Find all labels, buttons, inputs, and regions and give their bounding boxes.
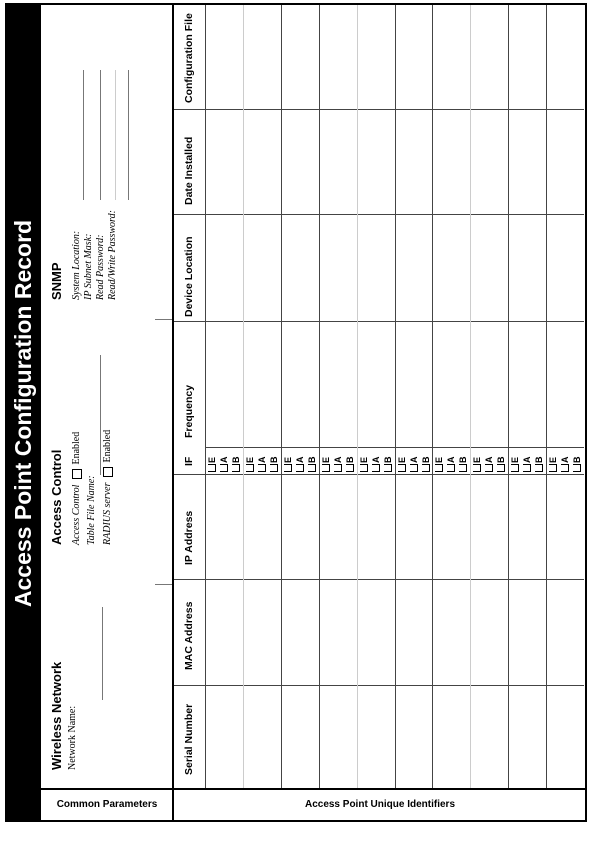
if-option-label: E — [472, 456, 483, 463]
network-name-label: Network Name: — [67, 705, 78, 770]
radius-server-label: RADIUS server — [102, 482, 113, 545]
if-options — [358, 446, 394, 472]
wireless-network-title: Wireless Network — [49, 661, 64, 770]
if-option-a[interactable] — [332, 446, 344, 472]
if-option-a[interactable] — [294, 446, 306, 472]
table-row[interactable] — [243, 5, 281, 788]
checkbox-icon[interactable] — [473, 464, 481, 472]
if-option-e[interactable] — [244, 446, 256, 472]
snmp-title: SNMP — [49, 262, 64, 300]
if-options — [320, 446, 356, 472]
checkbox-icon[interactable] — [308, 464, 316, 472]
if-options — [244, 446, 280, 472]
if-option-a[interactable] — [521, 446, 533, 472]
if-options — [509, 446, 545, 472]
system-location-label: System Location: — [71, 230, 82, 300]
access-control-enabled-label: Enabled — [71, 431, 82, 465]
if-option-label: E — [434, 456, 445, 463]
if-option-label: E — [510, 456, 521, 463]
header-device-location: Device Location — [183, 236, 195, 317]
if-option-e[interactable] — [206, 446, 218, 472]
if-option-label: E — [396, 456, 407, 463]
read-password-label: Read Password: — [95, 234, 106, 300]
if-option-b[interactable] — [571, 446, 583, 472]
checkbox-icon[interactable] — [246, 464, 254, 472]
if-option-label: B — [382, 456, 393, 463]
access-control-row — [71, 432, 82, 545]
if-option-e[interactable] — [320, 446, 332, 472]
if-option-e[interactable] — [433, 446, 445, 472]
header-mac-address: MAC Address — [183, 601, 195, 670]
if-option-b[interactable] — [457, 446, 469, 472]
if-option-label: A — [560, 456, 571, 463]
if-option-label: B — [496, 456, 507, 463]
if-option-label: E — [320, 456, 331, 463]
header-date-installed: Date Installed — [183, 136, 195, 205]
checkbox-icon[interactable] — [258, 464, 266, 472]
checkbox-icon[interactable] — [549, 464, 557, 472]
table-row[interactable] — [205, 5, 243, 788]
if-option-label: B — [572, 456, 583, 463]
header-frequency: Frequency — [183, 384, 195, 438]
if-option-a[interactable] — [559, 446, 571, 472]
checkbox-icon[interactable] — [410, 464, 418, 472]
header-serial-number: Serial Number — [183, 703, 195, 775]
checkbox-icon[interactable] — [296, 464, 304, 472]
if-option-a[interactable] — [483, 446, 495, 472]
if-option-label: B — [344, 456, 355, 463]
if-options — [471, 446, 507, 472]
if-option-b[interactable] — [268, 446, 280, 472]
checkbox-icon[interactable] — [511, 464, 519, 472]
checkbox-icon[interactable] — [459, 464, 467, 472]
if-option-a[interactable] — [408, 446, 420, 472]
read-write-password-label: Read/Write Password: — [107, 210, 118, 300]
if-option-label: E — [282, 456, 293, 463]
if-option-label: A — [219, 456, 229, 463]
radius-enabled-label: Enabled — [102, 429, 113, 463]
if-option-label: A — [484, 456, 495, 463]
header-if: IF — [183, 456, 195, 466]
ip-subnet-mask-field[interactable] — [100, 70, 101, 200]
checkbox-icon[interactable] — [208, 464, 216, 472]
divider — [155, 319, 172, 320]
radius-enabled-checkbox[interactable] — [103, 467, 113, 477]
checkbox-icon[interactable] — [220, 464, 228, 472]
if-option-e[interactable] — [509, 446, 521, 472]
ip-subnet-mask-label: IP Subnet Mask: — [83, 233, 94, 300]
if-option-label: A — [370, 456, 381, 463]
if-option-label: B — [306, 456, 317, 463]
access-control-enabled-checkbox[interactable] — [72, 469, 82, 479]
unique-identifiers-label: Access Point Unique Identifiers — [304, 799, 456, 810]
checkbox-icon[interactable] — [435, 464, 443, 472]
table-row[interactable] — [508, 5, 546, 788]
if-option-label: B — [231, 456, 241, 463]
checkbox-icon[interactable] — [284, 464, 292, 472]
if-option-b[interactable] — [230, 446, 242, 472]
table-file-name-field[interactable] — [100, 355, 101, 475]
checkbox-icon[interactable] — [270, 464, 278, 472]
checkbox-icon[interactable] — [360, 464, 368, 472]
if-option-e[interactable] — [547, 446, 559, 472]
if-option-label: A — [332, 456, 343, 463]
if-options — [547, 446, 583, 472]
if-option-label: E — [548, 456, 559, 463]
section-divider — [172, 5, 174, 822]
checkbox-icon[interactable] — [561, 464, 569, 472]
access-control-label: Access Control — [71, 484, 82, 545]
if-option-a[interactable] — [370, 446, 382, 472]
if-option-e[interactable] — [471, 446, 483, 472]
common-parameters-label: Common Parameters — [56, 799, 158, 810]
checkbox-icon[interactable] — [485, 464, 493, 472]
if-option-e[interactable] — [282, 446, 294, 472]
table-row[interactable] — [395, 5, 433, 788]
if-option-e[interactable] — [396, 446, 408, 472]
if-option-label: A — [294, 456, 305, 463]
if-option-b[interactable] — [420, 446, 432, 472]
table-row[interactable] — [319, 5, 357, 788]
label-column-divider — [5, 788, 585, 790]
if-option-label: A — [408, 456, 419, 463]
if-option-b[interactable] — [495, 446, 507, 472]
read-password-field[interactable] — [115, 70, 116, 200]
radius-row — [102, 430, 113, 545]
if-option-a[interactable] — [256, 446, 268, 472]
if-option-b[interactable] — [533, 446, 545, 472]
checkbox-icon[interactable] — [497, 464, 505, 472]
if-option-label: B — [268, 456, 279, 463]
network-name-field[interactable] — [102, 607, 103, 700]
if-option-label: A — [522, 456, 533, 463]
if-options — [282, 446, 318, 472]
if-option-a[interactable] — [445, 446, 457, 472]
if-option-label: E — [358, 456, 369, 463]
checkbox-icon[interactable] — [346, 464, 354, 472]
if-options — [206, 446, 242, 472]
table-row[interactable] — [432, 5, 470, 788]
table-row[interactable] — [357, 5, 395, 788]
if-option-b[interactable] — [306, 446, 318, 472]
checkbox-icon[interactable] — [232, 464, 240, 472]
checkbox-icon[interactable] — [523, 464, 531, 472]
if-options — [396, 446, 432, 472]
checkbox-icon[interactable] — [384, 464, 392, 472]
snmp-fields — [71, 210, 119, 300]
checkbox-icon[interactable] — [573, 464, 581, 472]
checkbox-icon[interactable] — [334, 464, 342, 472]
if-option-label: B — [458, 456, 469, 463]
access-control-title: Access Control — [49, 449, 64, 545]
if-option-a[interactable] — [218, 446, 230, 472]
if-option-label: A — [446, 456, 457, 463]
read-write-password-field[interactable] — [128, 70, 129, 200]
if-option-b[interactable] — [344, 446, 356, 472]
table-row[interactable] — [281, 5, 319, 788]
if-option-label: A — [256, 456, 267, 463]
divider — [155, 584, 172, 585]
system-location-field[interactable] — [83, 70, 84, 200]
page-title: Access Point Configuration Record — [10, 219, 36, 608]
checkbox-icon[interactable] — [372, 464, 380, 472]
if-option-e[interactable] — [358, 446, 370, 472]
checkbox-icon[interactable] — [422, 464, 430, 472]
checkbox-icon[interactable] — [398, 464, 406, 472]
table-row[interactable] — [546, 5, 584, 788]
checkbox-icon[interactable] — [447, 464, 455, 472]
header-configuration-file: Configuration File — [183, 13, 195, 103]
if-option-b[interactable] — [382, 446, 394, 472]
table-file-name-label: Table File Name: — [86, 475, 97, 545]
table-row[interactable] — [470, 5, 508, 788]
checkbox-icon[interactable] — [322, 464, 330, 472]
checkbox-icon[interactable] — [535, 464, 543, 472]
header-ip-address: IP Address — [183, 510, 195, 565]
if-options — [433, 446, 469, 472]
if-option-label: B — [534, 456, 545, 463]
if-option-label: E — [207, 456, 217, 463]
if-option-label: E — [244, 456, 255, 463]
if-option-label: B — [420, 456, 431, 463]
